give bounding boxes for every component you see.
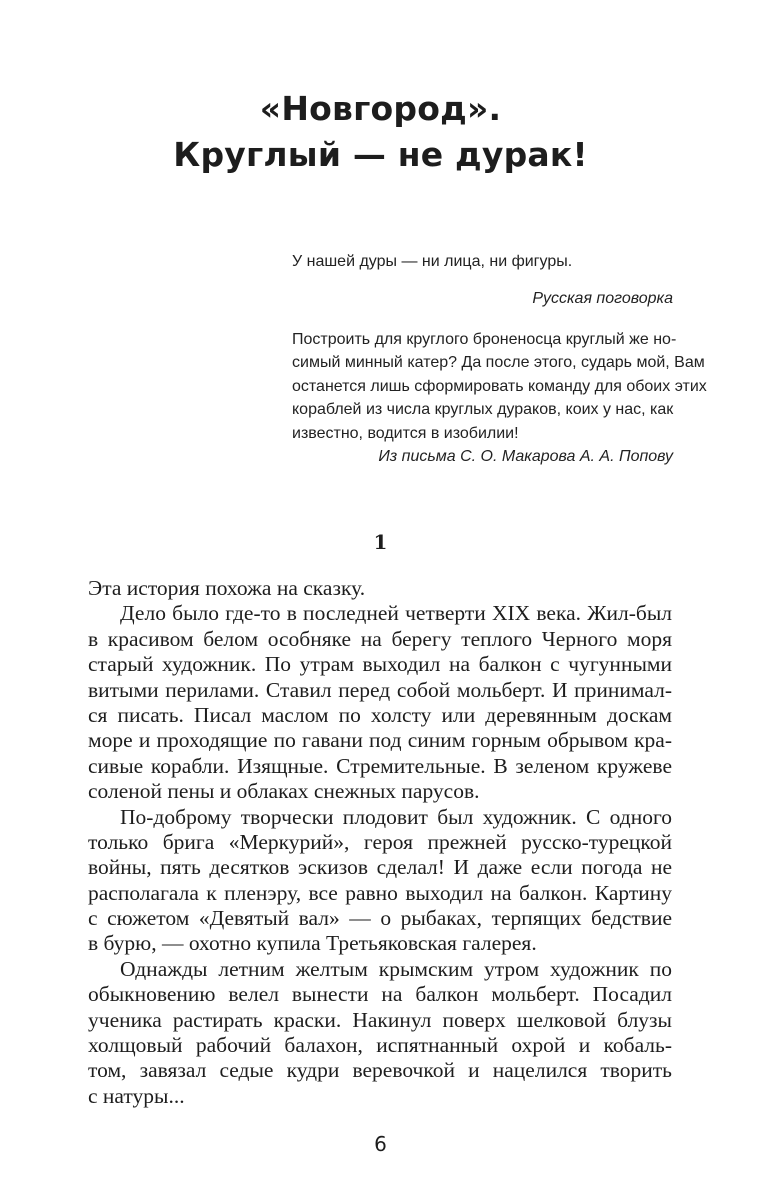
body-line: с натуры... [88,1083,185,1108]
body-line: ученика растирать краски. Накинул поверх шелковой блузы [88,1007,672,1032]
body-line: По-доброму творчески плодовит был художник. С одного [120,804,672,829]
body-line: только брига «Меркурий», героя прежней русско-турецкой [88,829,672,854]
body-line: обыкновению велел вынести на балкон мольберт. Посадил [88,982,672,1007]
body-line: Эта история похожа на сказку. [88,576,366,600]
chapter-title [0,86,761,178]
body-line: соленой пены и облаках снежных парусов. [88,779,480,804]
body-line: море и проходящие по гавани под синим горным обрывом кра- [88,728,672,753]
body-line: с сюжетом «Девятый вал» — о рыбаках, терпящих бедствие [88,906,672,931]
body-line: старый художник. По утрам выходил на балкон с чугунными [88,652,672,677]
chapter-title-line-2: Круглый — не дурак! [173,135,588,174]
body-line: Дело было где-то в последней четверти XIX века. Жил-был [120,601,672,626]
page-number: 6 [374,1132,387,1156]
epigraph-2-line: останется лишь сформировать команду для обоих этих [292,377,707,395]
body-line: в бурю, — охотно купила Третьяковская галерея. [88,931,537,956]
body-line: Однажды летним желтым крымским утром художник по [120,956,672,981]
epigraph-2-line: известно, водится в изобилии! [292,424,519,442]
epigraph-1-text: У нашей дуры — ни лица, ни фигуры. [292,253,573,270]
epigraph-2-line: симый минный катер? Да после этого, сударь мой, Вам [292,354,705,372]
epigraph-1-source: Русская поговорка [532,290,673,307]
body-line: сивые корабли. Изящные. Стремительные. В зеленом кружеве [88,753,672,778]
body-line: в красивом белом особняке на берегу теплого Черного моря [88,626,672,651]
epigraph-2-text [292,328,707,445]
body-line: войны, пять десятков эскизов сделал! И даже если погода не [88,855,672,880]
epigraph-2-source: Из письма С. О. Макарова А. А. Попову [378,448,673,465]
chapter-title-line-1: «Новгород». [259,89,502,128]
section-number: 1 [373,530,388,554]
epigraph-2-line: кораблей из числа круглых дураков, коих у нас, как [292,401,674,419]
body-line: ся писать. Писал маслом по холсту или деревянным доскам [88,702,672,727]
epigraph-2-line: Построить для круглого броненосца круглый же но- [292,331,677,348]
body-line: том, завязал седые кудри веревочкой и нацелился творить [88,1058,672,1083]
body-text [88,576,672,1109]
body-line: располагала к пленэру, все равно выходил на балкон. Картину [88,880,672,905]
body-line: холщовый рабочий балахон, испятнанный охрой и кобаль- [88,1033,672,1058]
body-line: витыми перилами. Ставил перед собой мольберт. И принимал- [88,677,672,702]
